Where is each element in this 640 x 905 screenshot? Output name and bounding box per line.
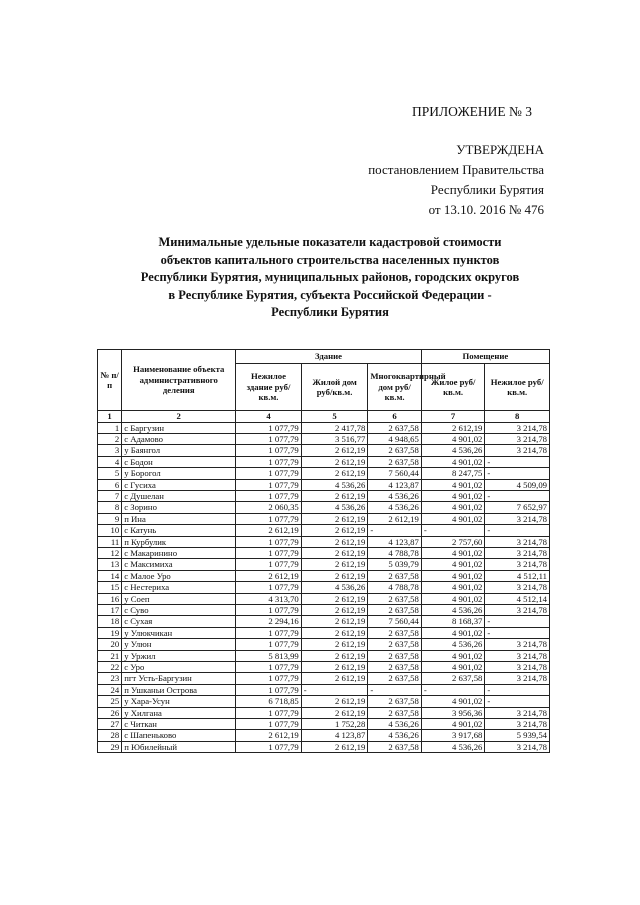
row-number: 11 <box>98 536 122 547</box>
apartment-building-value: 5 039,79 <box>368 559 421 570</box>
nonres-premises-value: - <box>485 627 550 638</box>
nonres-building-value: 1 077,79 <box>236 479 302 490</box>
table-row <box>98 650 550 661</box>
nonres-premises-value: - <box>485 490 550 501</box>
res-premises-value: 4 901,02 <box>421 627 485 638</box>
row-number: 9 <box>98 513 122 524</box>
house-value: 2 612,19 <box>301 662 368 673</box>
settlement-name: у Хилгана <box>122 707 236 718</box>
house-value: 4 536,26 <box>301 479 368 490</box>
nonres-building-value: 1 077,79 <box>236 719 302 730</box>
apartment-building-value: 2 637,58 <box>368 696 421 707</box>
settlement-name: у Баянгол <box>122 445 236 456</box>
apartment-building-value: 4 788,78 <box>368 582 421 593</box>
settlement-name: п Ушканьи Острова <box>122 684 236 695</box>
row-number: 15 <box>98 582 122 593</box>
res-premises-value: 4 901,02 <box>421 593 485 604</box>
nonres-building-value: 1 077,79 <box>236 662 302 673</box>
res-premises-value: 4 536,26 <box>421 605 485 616</box>
header-group-building: Здание <box>236 350 422 364</box>
nonres-premises-value: - <box>485 696 550 707</box>
table-row <box>98 627 550 638</box>
title-line: объектов капитального строительства населенных пунктов <box>160 252 500 267</box>
row-number: 21 <box>98 650 122 661</box>
nonres-building-value: 1 077,79 <box>236 673 302 684</box>
column-index-row <box>98 411 550 423</box>
row-number: 12 <box>98 547 122 558</box>
title-line: в Республике Бурятия, субъекта Российской Федерации - <box>168 287 492 302</box>
settlement-name: у Уржил <box>122 650 236 661</box>
apartment-building-value: 2 637,58 <box>368 662 421 673</box>
nonres-building-value: 1 077,79 <box>236 627 302 638</box>
column-index-cell: 2 <box>122 411 236 423</box>
row-number: 20 <box>98 639 122 650</box>
apartment-building-value: 4 788,78 <box>368 547 421 558</box>
nonres-premises-value: 4 509,09 <box>485 479 550 490</box>
res-premises-value: 4 536,26 <box>421 639 485 650</box>
house-value: 2 612,19 <box>301 570 368 581</box>
apartment-building-value: 7 560,44 <box>368 616 421 627</box>
res-premises-value: 4 901,02 <box>421 719 485 730</box>
settlement-name: п Ина <box>122 513 236 524</box>
table-body <box>98 422 550 753</box>
apartment-building-value: 4 536,26 <box>368 730 421 741</box>
table-row <box>98 559 550 570</box>
house-value: 4 536,26 <box>301 502 368 513</box>
res-premises-value: - <box>421 684 485 695</box>
row-number: 10 <box>98 525 122 536</box>
apartment-building-value: 4 536,26 <box>368 502 421 513</box>
nonres-building-value: 2 060,35 <box>236 502 302 513</box>
settlement-name: с Шапеньково <box>122 730 236 741</box>
house-value: 2 612,19 <box>301 536 368 547</box>
settlement-name: с Суво <box>122 605 236 616</box>
house-value: 4 536,26 <box>301 582 368 593</box>
res-premises-value: 4 901,02 <box>421 559 485 570</box>
settlement-name: с Максимиха <box>122 559 236 570</box>
house-value: 2 612,19 <box>301 741 368 752</box>
row-number: 26 <box>98 707 122 718</box>
table-row <box>98 696 550 707</box>
approval-date-number: от 13.10. 2016 № 476 <box>428 202 544 217</box>
row-number: 16 <box>98 593 122 604</box>
settlement-name: п Курбулик <box>122 536 236 547</box>
apartment-building-value: 2 612,19 <box>368 513 421 524</box>
nonres-building-value: 1 077,79 <box>236 707 302 718</box>
res-premises-value: 4 901,02 <box>421 547 485 558</box>
nonres-premises-value: - <box>485 468 550 479</box>
nonres-building-value: 5 813,99 <box>236 650 302 661</box>
house-value: 2 612,19 <box>301 547 368 558</box>
settlement-name: с Адамово <box>122 433 236 444</box>
table-row <box>98 616 550 627</box>
settlement-name: с Малое Уро <box>122 570 236 581</box>
row-number: 28 <box>98 730 122 741</box>
table-row <box>98 479 550 490</box>
table-row <box>98 684 550 695</box>
nonres-premises-value: 4 512,14 <box>485 593 550 604</box>
row-number: 29 <box>98 741 122 752</box>
apartment-building-value: 2 637,58 <box>368 639 421 650</box>
house-value: 2 612,19 <box>301 696 368 707</box>
settlement-name: с Душелан <box>122 490 236 501</box>
apartment-building-value: 2 637,58 <box>368 605 421 616</box>
house-value: 4 123,87 <box>301 730 368 741</box>
house-value: 2 612,19 <box>301 627 368 638</box>
table-row <box>98 730 550 741</box>
nonres-building-value: 2 294,16 <box>236 616 302 627</box>
apartment-building-value: 2 637,58 <box>368 673 421 684</box>
settlement-name: с Нестериха <box>122 582 236 593</box>
house-value: 2 612,19 <box>301 456 368 467</box>
title-line: Минимальные удельные показатели кадастровой стоимости <box>158 235 502 249</box>
apartment-building-value: 2 637,58 <box>368 456 421 467</box>
house-value: 2 612,19 <box>301 593 368 604</box>
settlement-name: у Улюн <box>122 639 236 650</box>
apartment-building-value: 4 536,26 <box>368 490 421 501</box>
house-value: 2 612,19 <box>301 605 368 616</box>
table-row <box>98 513 550 524</box>
approval-block <box>368 140 544 220</box>
nonres-premises-value: 5 939,54 <box>485 730 550 741</box>
nonres-premises-value: 3 214,78 <box>485 707 550 718</box>
res-premises-value: 4 536,26 <box>421 741 485 752</box>
nonres-building-value: 2 612,19 <box>236 570 302 581</box>
settlement-name: у Хара-Усун <box>122 696 236 707</box>
nonres-premises-value: 3 214,78 <box>485 445 550 456</box>
row-number: 14 <box>98 570 122 581</box>
house-value: 2 612,19 <box>301 490 368 501</box>
settlement-name: с Читкан <box>122 719 236 730</box>
table-row <box>98 741 550 752</box>
settlement-name: с Гусиха <box>122 479 236 490</box>
row-number: 25 <box>98 696 122 707</box>
nonres-premises-value: - <box>485 684 550 695</box>
nonres-building-value: 1 077,79 <box>236 513 302 524</box>
table-row <box>98 536 550 547</box>
apartment-building-value: 2 637,58 <box>368 650 421 661</box>
nonres-premises-value: 3 214,78 <box>485 547 550 558</box>
nonres-building-value: 1 077,79 <box>236 468 302 479</box>
row-number: 13 <box>98 559 122 570</box>
nonres-premises-value: 3 214,78 <box>485 719 550 730</box>
apartment-building-value: 2 637,58 <box>368 627 421 638</box>
apartment-building-value: 2 637,58 <box>368 707 421 718</box>
settlement-name: с Бодон <box>122 456 236 467</box>
header-name: Наименование объекта административного деления <box>122 350 236 411</box>
row-number: 7 <box>98 490 122 501</box>
settlement-name: у Борогол <box>122 468 236 479</box>
table-row <box>98 605 550 616</box>
header-group-premises: Помещение <box>421 350 549 364</box>
res-premises-value: 4 901,02 <box>421 513 485 524</box>
table-row <box>98 468 550 479</box>
nonres-building-value: 1 077,79 <box>236 582 302 593</box>
house-value: 2 612,19 <box>301 650 368 661</box>
house-value: 2 417,78 <box>301 422 368 433</box>
nonres-premises-value: 3 214,78 <box>485 639 550 650</box>
nonres-premises-value: 3 214,78 <box>485 741 550 752</box>
approval-authority: Республики Бурятия <box>430 182 544 197</box>
house-value: 2 612,19 <box>301 513 368 524</box>
nonres-premises-value: 3 214,78 <box>485 536 550 547</box>
nonres-building-value: 6 718,85 <box>236 696 302 707</box>
nonres-premises-value: - <box>485 456 550 467</box>
res-premises-value: 8 247,75 <box>421 468 485 479</box>
apartment-building-value: 7 560,44 <box>368 468 421 479</box>
row-number: 17 <box>98 605 122 616</box>
res-premises-value: 4 901,02 <box>421 433 485 444</box>
document-title <box>60 234 600 322</box>
res-premises-value: 4 901,02 <box>421 650 485 661</box>
res-premises-value: 4 901,02 <box>421 456 485 467</box>
settlement-name: п Юбилейный <box>122 741 236 752</box>
column-index-cell: 5 <box>301 411 368 423</box>
header-number: № п/п <box>98 350 122 411</box>
row-number: 19 <box>98 627 122 638</box>
nonres-premises-value: 3 214,78 <box>485 650 550 661</box>
column-index-cell: 7 <box>421 411 485 423</box>
table-row <box>98 490 550 501</box>
column-index-cell: 4 <box>236 411 302 423</box>
house-value: 2 612,19 <box>301 639 368 650</box>
nonres-building-value: 4 313,70 <box>236 593 302 604</box>
res-premises-value: 4 901,02 <box>421 490 485 501</box>
house-value: 2 612,19 <box>301 559 368 570</box>
settlement-name: с Зорино <box>122 502 236 513</box>
apartment-building-value: 2 637,58 <box>368 570 421 581</box>
nonres-building-value: 1 077,79 <box>236 433 302 444</box>
nonres-premises-value: 3 214,78 <box>485 422 550 433</box>
settlement-name: с Сухая <box>122 616 236 627</box>
nonres-premises-value: 3 214,78 <box>485 673 550 684</box>
column-index-cell: 1 <box>98 411 122 423</box>
table-row <box>98 547 550 558</box>
column-index-cell: 6 <box>368 411 421 423</box>
approval-by: постановлением Правительства <box>368 162 544 177</box>
row-number: 18 <box>98 616 122 627</box>
nonres-premises-value: 3 214,78 <box>485 605 550 616</box>
settlement-name: пгт Усть-Баргузин <box>122 673 236 684</box>
row-number: 6 <box>98 479 122 490</box>
apartment-building-value: 4 123,87 <box>368 536 421 547</box>
apartment-building-value: 2 637,58 <box>368 593 421 604</box>
header-apartment-building: Многоквартирный дом руб/кв.м. <box>368 364 421 411</box>
res-premises-value: 3 917,68 <box>421 730 485 741</box>
row-number: 5 <box>98 468 122 479</box>
row-number: 1 <box>98 422 122 433</box>
row-number: 3 <box>98 445 122 456</box>
nonres-building-value: 1 077,79 <box>236 445 302 456</box>
header-nonres-building: Нежилое здание руб/кв.м. <box>236 364 302 411</box>
table-row <box>98 719 550 730</box>
apartment-building-value: 2 637,58 <box>368 741 421 752</box>
nonres-premises-value: 3 214,78 <box>485 513 550 524</box>
nonres-premises-value: - <box>485 525 550 536</box>
row-number: 24 <box>98 684 122 695</box>
row-number: 23 <box>98 673 122 684</box>
apartment-building-value: - <box>368 525 421 536</box>
table-row <box>98 593 550 604</box>
res-premises-value: 2 637,58 <box>421 673 485 684</box>
table-row <box>98 639 550 650</box>
settlement-name: с Уро <box>122 662 236 673</box>
nonres-building-value: 1 077,79 <box>236 490 302 501</box>
house-value: 3 516,77 <box>301 433 368 444</box>
apartment-building-value: 2 637,58 <box>368 445 421 456</box>
approval-status: УТВЕРЖДЕНА <box>456 142 544 157</box>
table-row <box>98 525 550 536</box>
nonres-building-value: 1 077,79 <box>236 456 302 467</box>
appendix-label: ПРИЛОЖЕНИЕ № 3 <box>412 104 533 119</box>
res-premises-value: - <box>421 525 485 536</box>
table-row <box>98 433 550 444</box>
nonres-building-value: 1 077,79 <box>236 605 302 616</box>
apartment-building-value: - <box>368 684 421 695</box>
house-value: 2 612,19 <box>301 525 368 536</box>
column-index-cell: 8 <box>485 411 550 423</box>
header-res-premises: Жилое руб/кв.м. <box>421 364 485 411</box>
nonres-premises-value: - <box>485 616 550 627</box>
res-premises-value: 2 612,19 <box>421 422 485 433</box>
nonres-premises-value: 7 652,97 <box>485 502 550 513</box>
nonres-building-value: 1 077,79 <box>236 559 302 570</box>
row-number: 2 <box>98 433 122 444</box>
house-value: 2 612,19 <box>301 468 368 479</box>
house-value: 2 612,19 <box>301 445 368 456</box>
row-number: 4 <box>98 456 122 467</box>
header-nonres-premises: Нежилое руб/кв.м. <box>485 364 550 411</box>
table-row <box>98 502 550 513</box>
table-row <box>98 456 550 467</box>
house-value: 2 612,19 <box>301 673 368 684</box>
house-value: 2 612,19 <box>301 707 368 718</box>
row-number: 27 <box>98 719 122 730</box>
nonres-premises-value: 3 214,78 <box>485 559 550 570</box>
apartment-building-value: 4 123,87 <box>368 479 421 490</box>
res-premises-value: 4 901,02 <box>421 582 485 593</box>
nonres-building-value: 1 077,79 <box>236 547 302 558</box>
nonres-building-value: 2 612,19 <box>236 730 302 741</box>
house-value: - <box>301 684 368 695</box>
settlement-name: с Макаринино <box>122 547 236 558</box>
table-row <box>98 662 550 673</box>
apartment-building-value: 4 948,65 <box>368 433 421 444</box>
res-premises-value: 2 757,60 <box>421 536 485 547</box>
res-premises-value: 4 901,02 <box>421 479 485 490</box>
house-value: 2 612,19 <box>301 616 368 627</box>
nonres-building-value: 1 077,79 <box>236 684 302 695</box>
nonres-building-value: 1 077,79 <box>236 639 302 650</box>
title-line: Республики Бурятия, муниципальных районов, городских округов <box>140 270 520 284</box>
res-premises-value: 4 901,02 <box>421 570 485 581</box>
res-premises-value: 4 901,02 <box>421 696 485 707</box>
header-house: Жилой дом руб/кв.м. <box>301 364 368 411</box>
nonres-premises-value: 3 214,78 <box>485 662 550 673</box>
res-premises-value: 4 901,02 <box>421 662 485 673</box>
table-row <box>98 582 550 593</box>
nonres-building-value: 2 612,19 <box>236 525 302 536</box>
nonres-building-value: 1 077,79 <box>236 422 302 433</box>
apartment-building-value: 2 637,58 <box>368 422 421 433</box>
title-line: Республики Бурятия <box>271 305 389 319</box>
table-row <box>98 673 550 684</box>
settlement-name: с Катунь <box>122 525 236 536</box>
settlement-name: с Баргузин <box>122 422 236 433</box>
nonres-premises-value: 3 214,78 <box>485 433 550 444</box>
nonres-building-value: 1 077,79 <box>236 741 302 752</box>
res-premises-value: 8 168,37 <box>421 616 485 627</box>
res-premises-value: 4 536,26 <box>421 445 485 456</box>
res-premises-value: 4 901,02 <box>421 502 485 513</box>
settlement-name: у Соеп <box>122 593 236 604</box>
row-number: 8 <box>98 502 122 513</box>
nonres-premises-value: 4 512,11 <box>485 570 550 581</box>
table-row <box>98 707 550 718</box>
table-row <box>98 445 550 456</box>
cadastral-value-table <box>97 349 550 753</box>
apartment-building-value: 4 536,26 <box>368 719 421 730</box>
settlement-name: у Улюкчикан <box>122 627 236 638</box>
res-premises-value: 3 956,36 <box>421 707 485 718</box>
table-row <box>98 422 550 433</box>
row-number: 22 <box>98 662 122 673</box>
house-value: 1 752,28 <box>301 719 368 730</box>
nonres-building-value: 1 077,79 <box>236 536 302 547</box>
nonres-premises-value: 3 214,78 <box>485 582 550 593</box>
table-row <box>98 570 550 581</box>
